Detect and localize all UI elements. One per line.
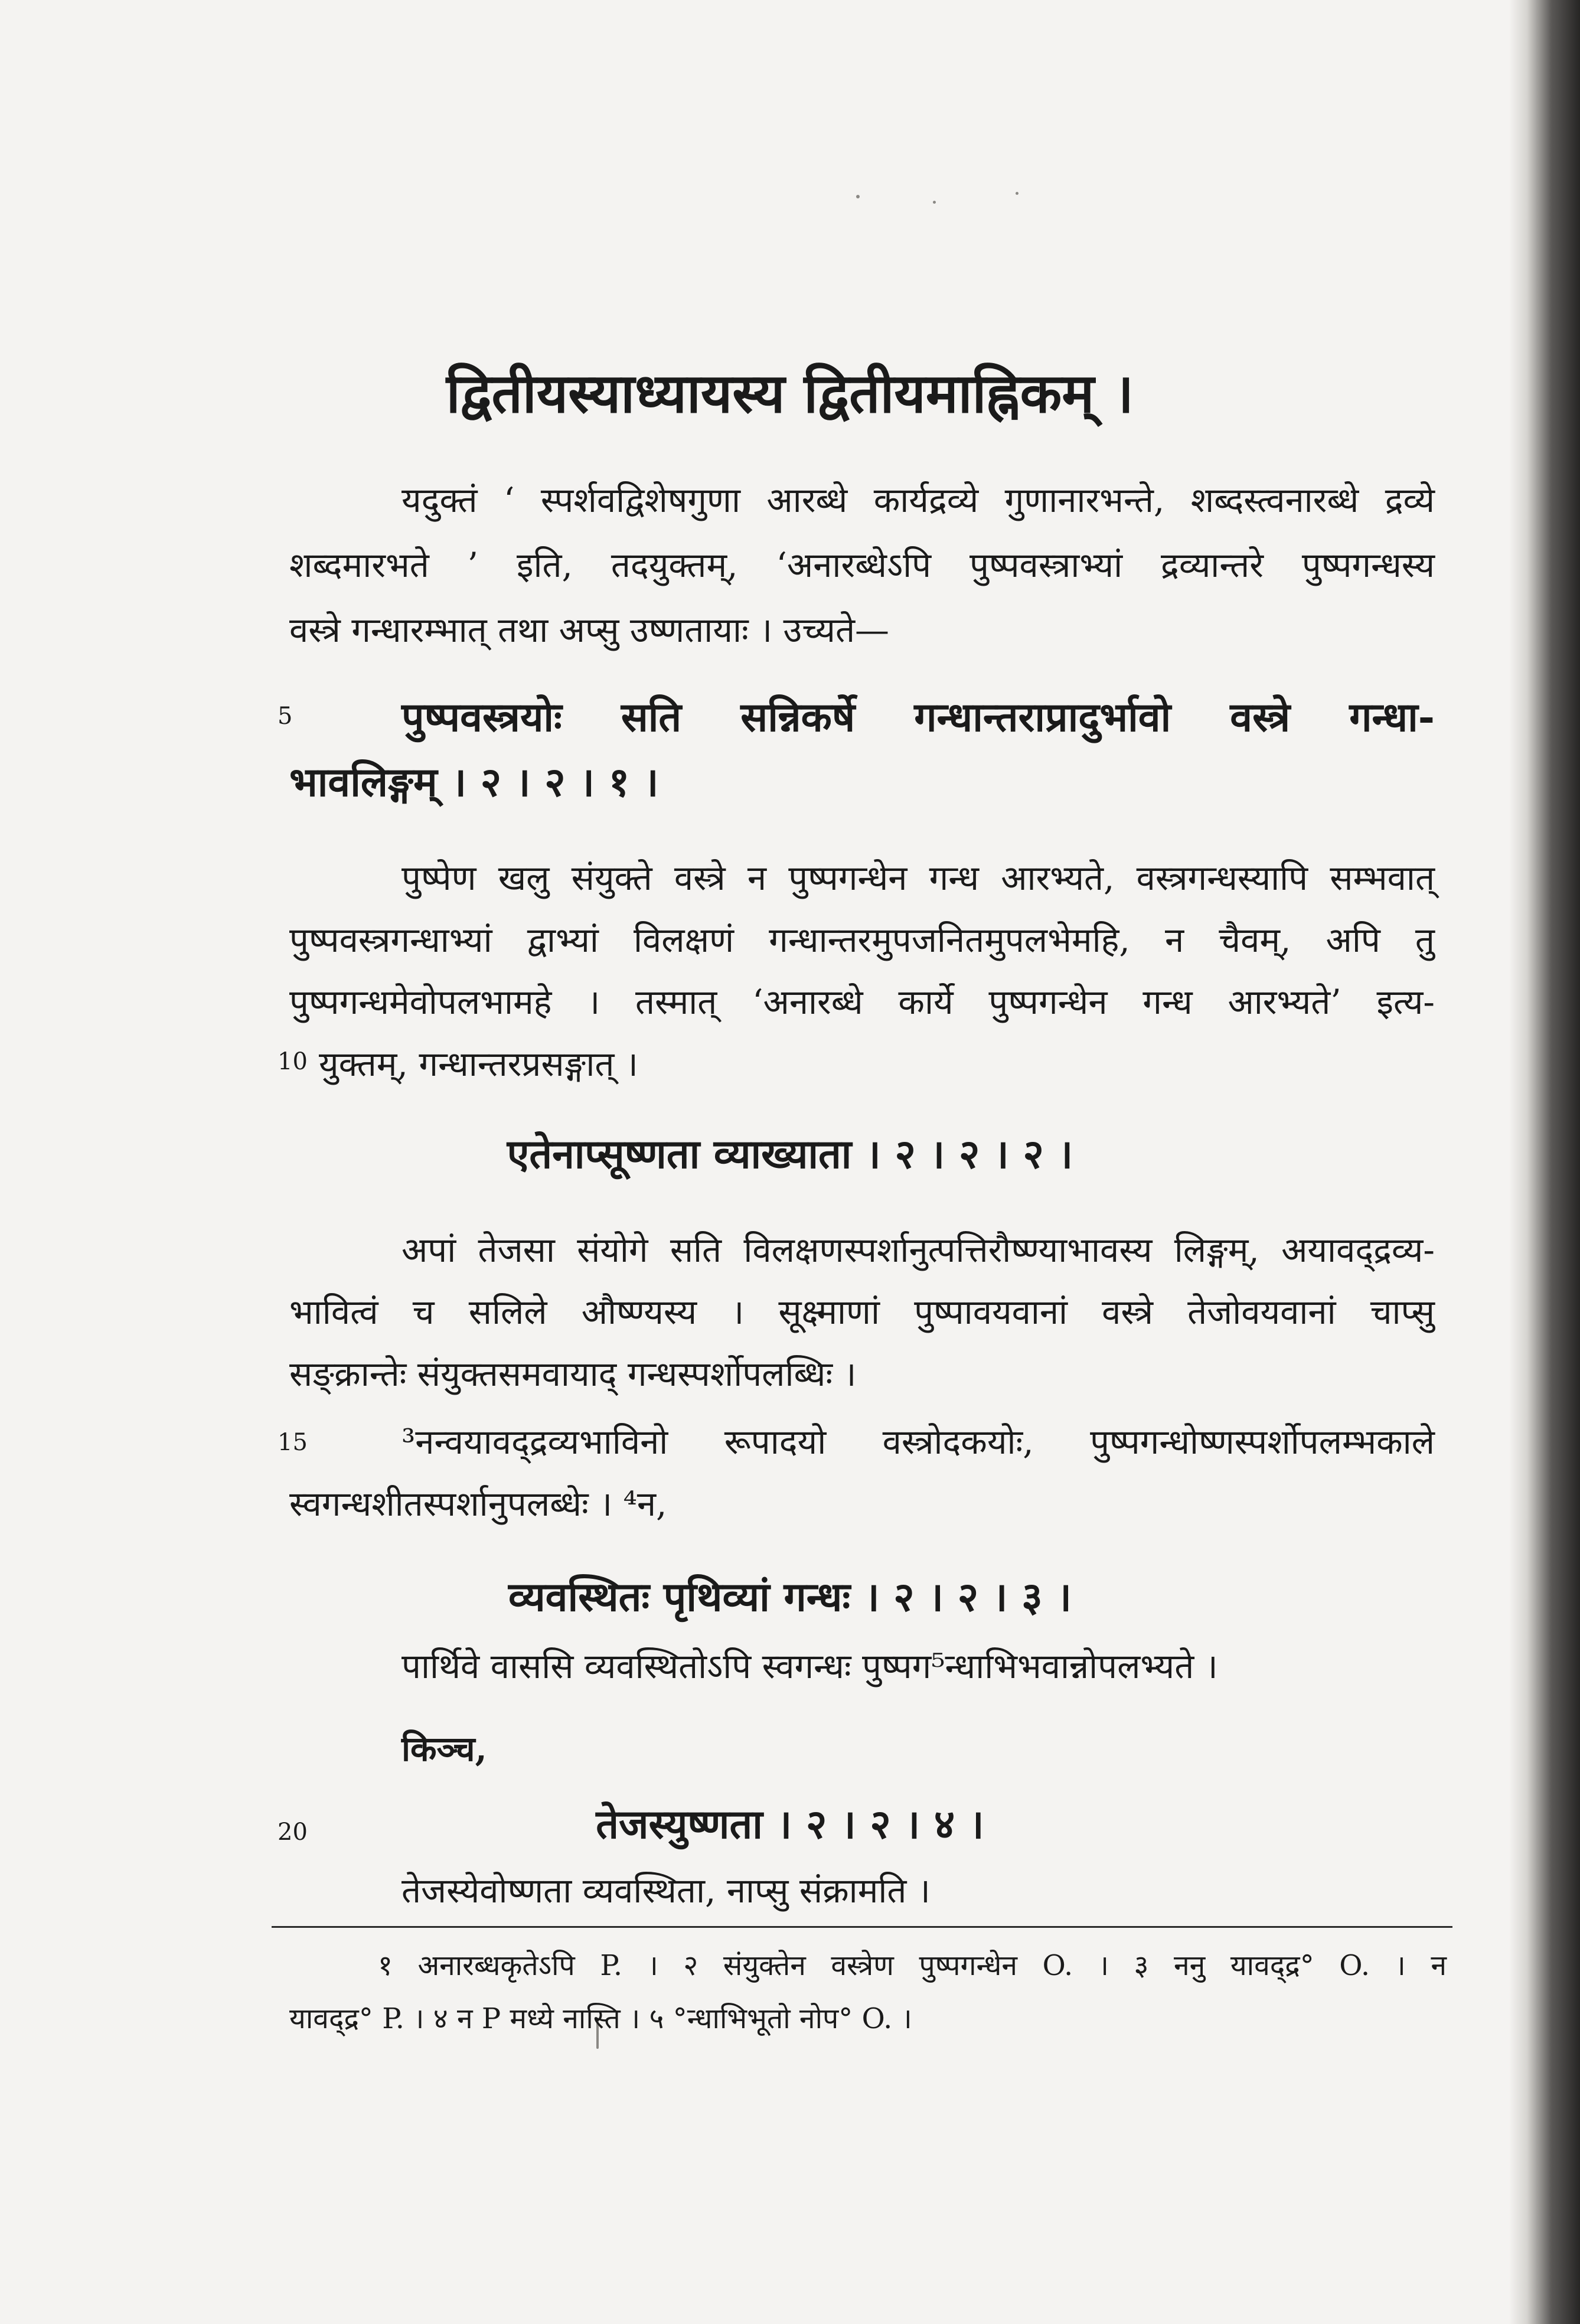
scan-speck (856, 195, 860, 198)
scan-speck (1016, 192, 1018, 195)
line-number: 10 (278, 1048, 308, 1075)
intro-line-3: वस्त्रे गन्धारम्भात् तथा अप्सु उष्णतायाः । उच्यते— (289, 610, 890, 650)
sutra-1-line-2: भावलिङ्गम् । २ । २ । १ । (289, 759, 659, 806)
commentary-5: किञ्च, (401, 1729, 487, 1769)
scan-speck (933, 201, 936, 204)
footnote-line-1: १ अनारब्धकृतेऽपि P. । २ संयुक्तेन वस्त्रेण पुष्पगन्धेन O. । ३ ननु यावद्द्र° O. । न (378, 1949, 1447, 1982)
sutra-3: व्यवस्थितः पृथिव्यां गन्धः । २ । २ । ३ । (508, 1574, 1072, 1621)
commentary-4: पार्थिवे वाससि व्यवस्थितोऽपि स्वगन्धः पुष्पग⁵न्धाभिभवान्नोपलभ्यते । (401, 1646, 1218, 1686)
commentary-3-line-1: ³नन्वयावद्द्रव्यभाविनो रूपादयो वस्त्रोदकयोः, पुष्पगन्धोष्णस्पर्शोपलम्भकाले (401, 1422, 1435, 1462)
line-number: 20 (278, 1819, 308, 1846)
commentary-2-line-1: अपां तेजसा संयोगे सति विलक्षणस्पर्शानुत्पत्तिरौष्ण्याभावस्य लिङ्गम्, अयावद्द्रव्य- (401, 1230, 1435, 1270)
line-number: 5 (278, 703, 293, 730)
footnote-line-2: यावद्द्र° P. । ४ न P मध्ये नास्ति । ५ °न्धाभिभूतो नोप° O. । (289, 2002, 912, 2035)
sutra-4: तेजस्युष्णता । २ । २ । ४ । (596, 1801, 984, 1848)
commentary-1-line-4: युक्तम्, गन्धान्तरप्रसङ्गात् । (319, 1044, 638, 1084)
commentary-6: तेजस्येवोष्णता व्यवस्थिता, नाप्सु संक्रामति । (401, 1871, 931, 1911)
commentary-2-line-3: सङ्क्रान्तेः संयुक्तसमवायाद् गन्धस्पर्शोपलब्धिः । (289, 1354, 857, 1394)
line-number: 15 (278, 1429, 308, 1456)
commentary-1-line-2: पुष्पवस्त्रगन्धाभ्यां द्वाभ्यां विलक्षणं गन्धान्तरमुपजनितमुपलभेमहि, न चैवम्, अपि तु (289, 920, 1435, 960)
intro-line-2: शब्दमारभते ’ इति, तदयुक्तम्, ‘अनारब्धेऽपि पुष्पवस्त्राभ्यां द्रव्यान्तरे पुष्पगन्धस्य (289, 545, 1435, 585)
commentary-2-line-2: भावित्वं च सलिले औष्ण्यस्य । सूक्ष्माणां पुष्पावयवानां वस्त्रे तेजोवयवानां चाप्सु (289, 1292, 1435, 1332)
sutra-2: एतेनाप्सूष्णता व्याख्याता । २ । २ । २ । (507, 1131, 1073, 1178)
commentary-1-line-1: पुष्पेण खलु संयुक्ते वस्त्रे न पुष्पगन्धेन गन्ध आरभ्यते, वस्त्रगन्धस्यापि सम्भवात् (401, 858, 1435, 898)
commentary-3-line-2: स्वगन्धशीतस्पर्शानुपलब्धेः । ⁴न, (289, 1484, 667, 1524)
commentary-1-line-3: पुष्पगन्धमेवोपलभामहे । तस्मात् ‘अनारब्धे कार्ये पुष्पगन्धेन गन्ध आरभ्यते’ इत्य- (289, 982, 1435, 1022)
footnote-divider (272, 1926, 1452, 1928)
chapter-heading: द्वितीयस्याध्यायस्य द्वितीयमाह्निकम् । (446, 361, 1134, 425)
sutra-1-line-1: पुष्पवस्त्रयोः सति सन्निकर्षे गन्धान्तराप्रादुर्भावो वस्त्रे गन्धा- (401, 694, 1435, 741)
intro-line-1: यदुक्तं ‘ स्पर्शवद्विशेषगुणा आरब्धे कार्यद्रव्ये गुणानारभन्ते, शब्दस्त्वनारब्धे द्रव्ये (401, 480, 1435, 520)
